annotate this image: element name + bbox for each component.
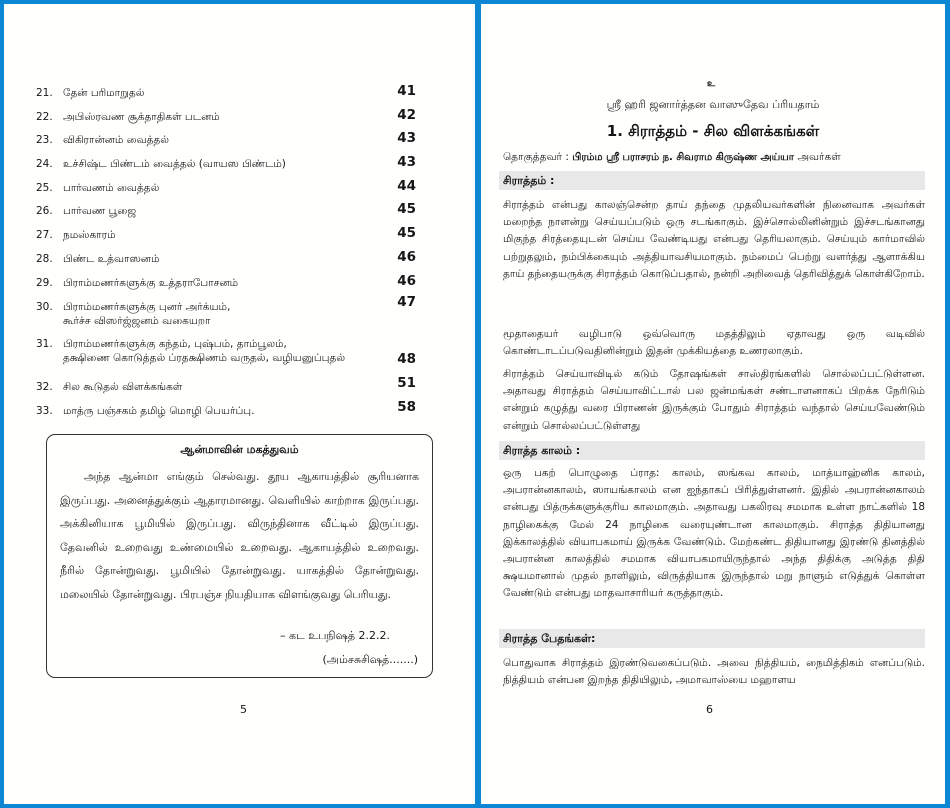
toc-page-number: 45 (397, 225, 416, 241)
toc-title: மாத்ரு பஞ்சகம் தமிழ் மொழி பெயர்ப்பு. (63, 405, 255, 417)
quote-box (46, 434, 433, 678)
toc-number: 21. (36, 87, 53, 99)
paragraph: ஒரு பகற் பொழுதை ப்ராத: காலம், ஸங்கவ காலம், மாத்யாஹ்னிக காலம், அபரான்னகாலம், ஸாயங்காலம் என ஐந்தாகப் பிரித்துள்ளனர். இதில் அபரான்னகாலம் என்பது பித்ருக்களுக்குரிய காலமாகும். அதாவது பகலிரவு சமமாக உள்ள நாட்களில் 18 நாழிகைக்கு மேல் 24 நாழிகை வரையுண்டான காலமாகும். சிராத்த திதியானது இக்காலத்தில் வியாபகமாய் இருக்க வேண்டும். மேற்கண்ட திதியானது இரண்டு தினத்தில் அபரான்ன காலத்தில் சமமாக வியாபகமாயிருந்தால் அந்த திதிக்கு அடுத்த திதி க்ஷயமானால் முதல் நாளிலும், விருத்தியாக இருந்தால் மறு நாளும் எடுத்துக் கொள்ள வேண்டும் என்பது மாதவாசாரியர் கருத்தாகும். (503, 467, 925, 600)
toc-title: தேன் பரிமாறுதல் (63, 87, 145, 99)
toc-title: பிராம்மணர்களுக்கு உத்தராபோசனம் (63, 277, 239, 289)
toc-title-line2: கூர்ச்ச விஸர்ஜ்ஜனம் வகையறா (63, 315, 211, 327)
toc-number: 26. (36, 205, 53, 217)
toc-number: 24. (36, 158, 53, 170)
compiled-label: தொகுத்தவர் : (503, 151, 569, 163)
toc-title: அபிஸ்ரவண சூக்தாதிகள் படனம் (63, 111, 220, 123)
toc-number: 30. (36, 301, 53, 313)
paragraph: சிராத்தம் செய்யாவிடில் கடும் தோஷங்கள் சாஸ்திரங்களில் சொல்லப்பட்டுள்ளன. அதாவது சிராத்தம் செய்யாவிட்டால் பல ஜன்மங்கள் சண்டாளனாகப் பிறக்க நேரிடும் என்றும் கழுத்து வரை பிராணன் இருக்கும் போதும் சிராத்தம் வந்தால் செய்யவேண்டும் என்றும் சொல்லப்பட்டுள்ளது (503, 368, 925, 432)
toc-title: பார்வணம் வைத்தல் (63, 182, 160, 194)
toc-number: 28. (36, 253, 53, 265)
box-body-text: அந்த ஆன்மா எங்கும் செல்வது. தூய ஆகாயத்தில் சூரியனாக இருப்பது. அனைத்துக்கும் ஆதாரமானது. வெளியில் காற்றாக இருப்பது. அக்கினியாக பூமியில் இருப்பது. விருந்தினாக வீட்டில் இருப்பது. தேவனில் உறைவது உண்மையில் உறைவது. ஆகாயத்தில் உறைவது. நீரில் தோன்றுவது. பூமியில் தோன்றுவது. யாகத்தில் தோன்றுவது. மலையில் தோன்றுவது. பிரபஞ்ச நியதியாக விளங்குவது பெரியது. (60, 470, 419, 601)
toc-page-number: 46 (397, 273, 416, 289)
toc-page-number: 43 (397, 130, 416, 146)
auspicious-mark: உ (707, 79, 716, 89)
right-page (481, 4, 945, 804)
toc-page-number: 51 (397, 375, 416, 391)
toc-title: விகிரான்னம் வைத்தல் (63, 134, 169, 146)
toc-number: 25. (36, 182, 53, 194)
section-heading-kalam: சிராத்த காலம் : (499, 441, 925, 460)
paragraph: சிராத்தம் என்பது காலஞ்சென்ற தாய் தந்தை முதலியவர்களின் நினைவாக அவர்கள் மறைந்த நாளன்று செய்யப்படும் ஒரு சடங்காகும். இச்சொல்லினின்றும் இச்சடங்கானது மிகுந்த சிரத்தையுடன் செய்ய வேண்டியது என்பது தெரியலாகும். செய்யும் கார்மாவில் பற்றுதலும், நம்பிக்கையும் அத்தியாவசியமாகும். நம்மைப் பெற்று வளர்த்து ஆளாக்கிய தாய் தந்தையருக்கு சிராத்தம் கொடுப்பதால், நன்றி அறிவைத் தெரிவித்துக் கொள்கிறோம். (503, 199, 925, 280)
toc-page-number: 43 (397, 154, 416, 170)
toc-page-number: 41 (397, 83, 416, 99)
invocation: ஸ்ரீ ஹரி ஜனார்த்தன வாஸுதேவ ப்ரியதாம் (606, 98, 820, 111)
box-title: ஆன்மாவின் மகத்துவம் (180, 443, 299, 456)
toc-page-number: 47 (397, 294, 416, 310)
toc-page-number: 48 (397, 351, 416, 367)
paragraph: மூதாதையர் வழிபாடு ஒவ்வொரு மதத்திலும் ஏதாவது ஒரு வடிவில் கொண்டாடப்படுவதினின்றும் இதன் முக்கியத்தை உணரலாகும். (503, 328, 925, 358)
toc-title: பிண்ட உத்வாஸனம் (63, 253, 160, 265)
toc-page-number: 44 (397, 178, 416, 194)
toc-number: 23. (36, 134, 53, 146)
toc-title-line2: தக்ஷிணை கொடுத்தல் ப்ரதக்ஷிணம் வருதல், வழியனுப்புதல் (63, 352, 346, 364)
box-body (60, 465, 419, 606)
page-number-right: 6 (706, 703, 713, 716)
compiled-name: பிரம்ம ஸ்ரீ பராசரம் ந. சிவராம கிருஷ்ண அய்யா (572, 152, 794, 163)
paragraph: பொதுவாக சிராத்தம் இரண்டுவகைப்படும். அவை நித்தியம், நைமித்திகம் எனப்படும். நித்தியம் என்பன இறந்த திதியிலும், அமாவாஸ்யை மஹாளய (503, 657, 925, 687)
box-source: – கட உபநிஷத் 2.2.2. (279, 629, 390, 642)
box-source-note: (அம்சசுசிஷத்.......) (322, 653, 418, 666)
toc-number: 29. (36, 277, 53, 289)
toc-number: 32. (36, 381, 53, 393)
toc-number: 27. (36, 229, 53, 241)
toc-title: பிராம்மணர்களுக்கு கந்தம், புஷ்பம், தாம்பூலம், (63, 338, 287, 350)
compiled-by (503, 151, 841, 164)
toc-number: 31. (36, 338, 53, 350)
toc-title: பிராம்மணர்களுக்கு புனர் அர்க்யம், (63, 301, 231, 313)
chapter-title: 1. சிராத்தம் - சில விளக்கங்கள் (606, 122, 820, 140)
toc-title: உச்சிஷ்ட பிண்டம் வைத்தல் (வாயஸ பிண்டம்) (63, 158, 286, 170)
page-number-left: 5 (240, 703, 247, 716)
section-heading-shraddha: சிராத்தம் : (499, 171, 925, 190)
toc-page-number: 42 (397, 107, 416, 123)
section-heading-bhedangal: சிராத்த பேதங்கள்: (499, 629, 925, 648)
toc-page-number: 58 (397, 399, 416, 415)
toc-page-number: 46 (397, 249, 416, 265)
toc-number: 33. (36, 405, 53, 417)
toc-title: சில கூடுதல் விளக்கங்கள் (63, 381, 183, 393)
toc-number: 22. (36, 111, 53, 123)
toc-page-number: 45 (397, 201, 416, 217)
compiled-suffix: அவர்கள் (797, 151, 841, 163)
left-page (4, 4, 475, 804)
toc-title: நமஸ்காரம் (63, 229, 116, 241)
toc-title: பார்வண பூஜை (63, 205, 137, 217)
